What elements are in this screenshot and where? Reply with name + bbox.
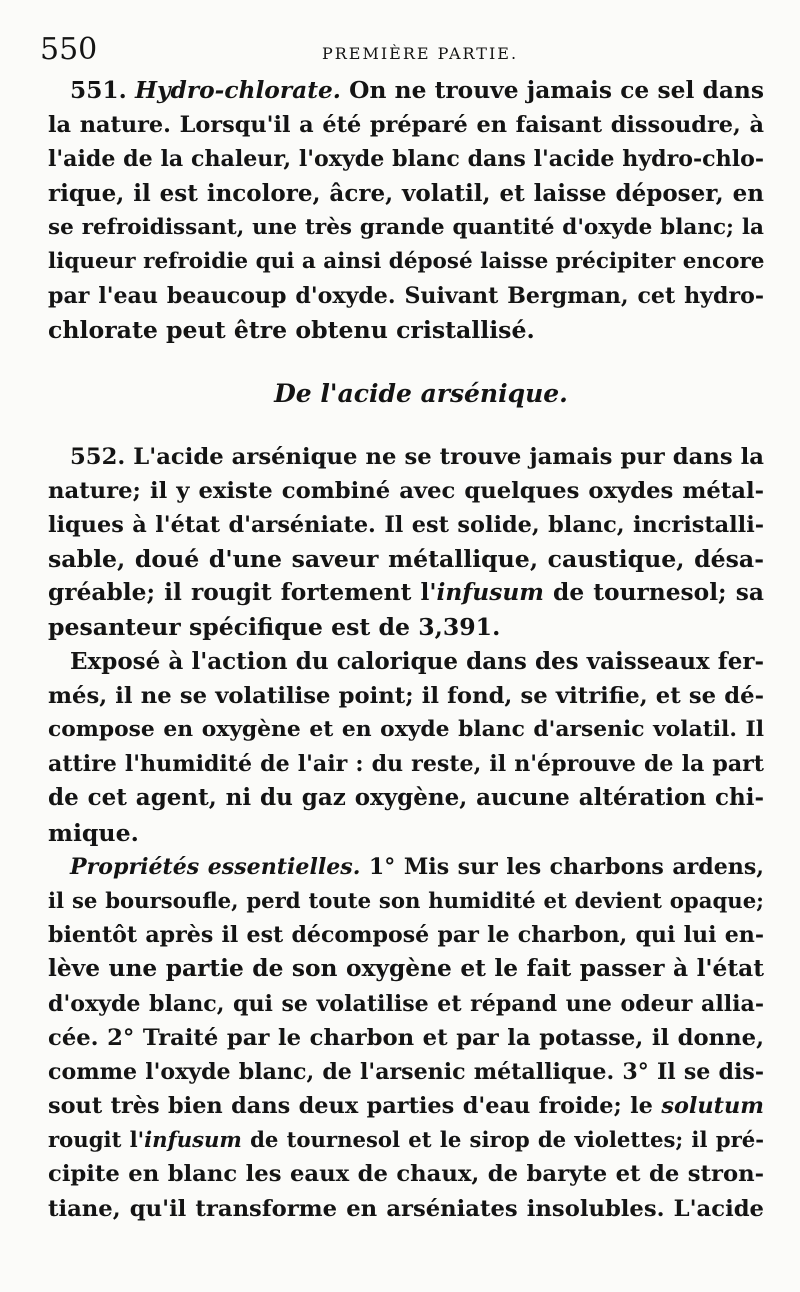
paragraph-proprietes-line: cée. 2° Traité par le charbon et par la potasse, il donne, bbox=[48, 1024, 764, 1051]
paragraph-551-line: liqueur refroidie qui a ainsi déposé laisse précipiter encore bbox=[48, 248, 765, 274]
paragraph-proprietes-line: tiane, qu'il transforme en arséniates insolubles. L'acide bbox=[48, 1195, 764, 1222]
text-segment: sout très bien dans deux parties d'eau froide; le bbox=[48, 1093, 662, 1120]
paragraph-proprietes-line: comme l'oxyde blanc, de l'arsenic métallique. 3° Il se dis- bbox=[48, 1058, 764, 1085]
paragraph-expose-line: mique. bbox=[48, 818, 139, 847]
paragraph-expose-line: compose en oxygène et en oxyde blanc d'arsenic volatil. Il bbox=[48, 717, 764, 742]
paragraph-expose-line: attire l'humidité de l'air : du reste, il n'éprouve de la part bbox=[48, 751, 764, 778]
page-number: 550 bbox=[40, 32, 98, 67]
paragraph-expose-line: més, il ne se volatilise point; il fond, se vitrifie, et se dé- bbox=[48, 682, 764, 709]
paragraph-551-line bbox=[48, 74, 764, 108]
paragraph-551-line: se refroidissant, une très grande quantité d'oxyde blanc; la bbox=[48, 214, 764, 240]
paragraph-551-line: la nature. Lorsqu'il a été préparé en faisant dissoudre, à bbox=[48, 112, 764, 139]
paragraph-title: Propriétés essentielles. bbox=[70, 853, 361, 880]
body-text bbox=[48, 74, 764, 1226]
paragraph-551-line: chlorate peut être obtenu cristallisé. bbox=[48, 316, 535, 345]
paragraph-proprietes-line: bientôt après il est décomposé par le charbon, qui lui en- bbox=[48, 922, 764, 949]
running-head: PREMIÈRE PARTIE. bbox=[321, 44, 519, 63]
paragraph-number: 551. bbox=[70, 77, 127, 104]
text-segment: rougit l' bbox=[48, 1127, 145, 1153]
paragraph-proprietes-line: il se boursoufle, perd toute son humidité et devient opaque; bbox=[48, 887, 764, 913]
italic-term: solutum bbox=[661, 1093, 764, 1120]
paragraph-expose-line: de cet agent, ni du gaz oxygène, aucune altération chi- bbox=[48, 784, 764, 812]
paragraph-552-line: 552. L'acide arsénique ne se trouve jamais pur dans la bbox=[70, 443, 764, 470]
italic-term: infusum bbox=[144, 1127, 242, 1153]
paragraph-552-line: nature; il y existe combiné avec quelques oxydes métal- bbox=[48, 477, 764, 504]
paragraph-expose-line: Exposé à l'action du calorique dans des vaisseaux fer- bbox=[70, 647, 764, 675]
paragraph-proprietes-line bbox=[48, 1089, 764, 1123]
text-segment: de tournesol; sa bbox=[543, 579, 764, 607]
paragraph-proprietes-line bbox=[48, 1123, 764, 1157]
paragraph-title: Hydro-chlorate. bbox=[135, 77, 341, 104]
text-segment: gréable; il rougit fortement l' bbox=[48, 579, 437, 607]
text-segment: de tournesol et le sirop de violettes; il pré- bbox=[241, 1127, 765, 1153]
paragraph-552-line: pesanteur spécifique est de 3,391. bbox=[48, 613, 501, 642]
paragraph-551-line: l'aide de la chaleur, l'oxyde blanc dans l'acide hydro-chlo- bbox=[48, 146, 764, 173]
italic-term: infusum bbox=[436, 579, 544, 607]
paragraph-proprietes-line: cipite en blanc les eaux de chaux, de baryte et de stron- bbox=[48, 1161, 764, 1188]
paragraph-552-line bbox=[48, 576, 764, 610]
paragraph-551-line: rique, il est incolore, âcre, volatil, et laisse déposer, en bbox=[48, 179, 764, 207]
page-header bbox=[40, 30, 760, 70]
spacer bbox=[48, 414, 764, 440]
paragraph-proprietes-line: lève une partie de son oxygène et le fait passer à l'état bbox=[48, 955, 764, 983]
paragraph-551-line: par l'eau beaucoup d'oxyde. Suivant Bergman, cet hydro- bbox=[48, 283, 764, 310]
paragraph-text: On ne trouve jamais ce sel dans bbox=[340, 77, 764, 104]
paragraph-552-line: sable, doué d'une saveur métallique, caustique, désa- bbox=[48, 545, 764, 574]
spacer bbox=[48, 348, 764, 374]
paragraph-proprietes-line: d'oxyde blanc, qui se volatilise et répand une odeur allia- bbox=[48, 990, 764, 1017]
text-segment: 1° Mis sur les charbons ardens, bbox=[360, 853, 764, 880]
paragraph-552-line: liques à l'état d'arséniate. Il est solide, blanc, incristalli- bbox=[48, 511, 764, 538]
section-heading: De l'acide arsénique. bbox=[274, 378, 568, 408]
paragraph-proprietes-line bbox=[48, 850, 764, 884]
